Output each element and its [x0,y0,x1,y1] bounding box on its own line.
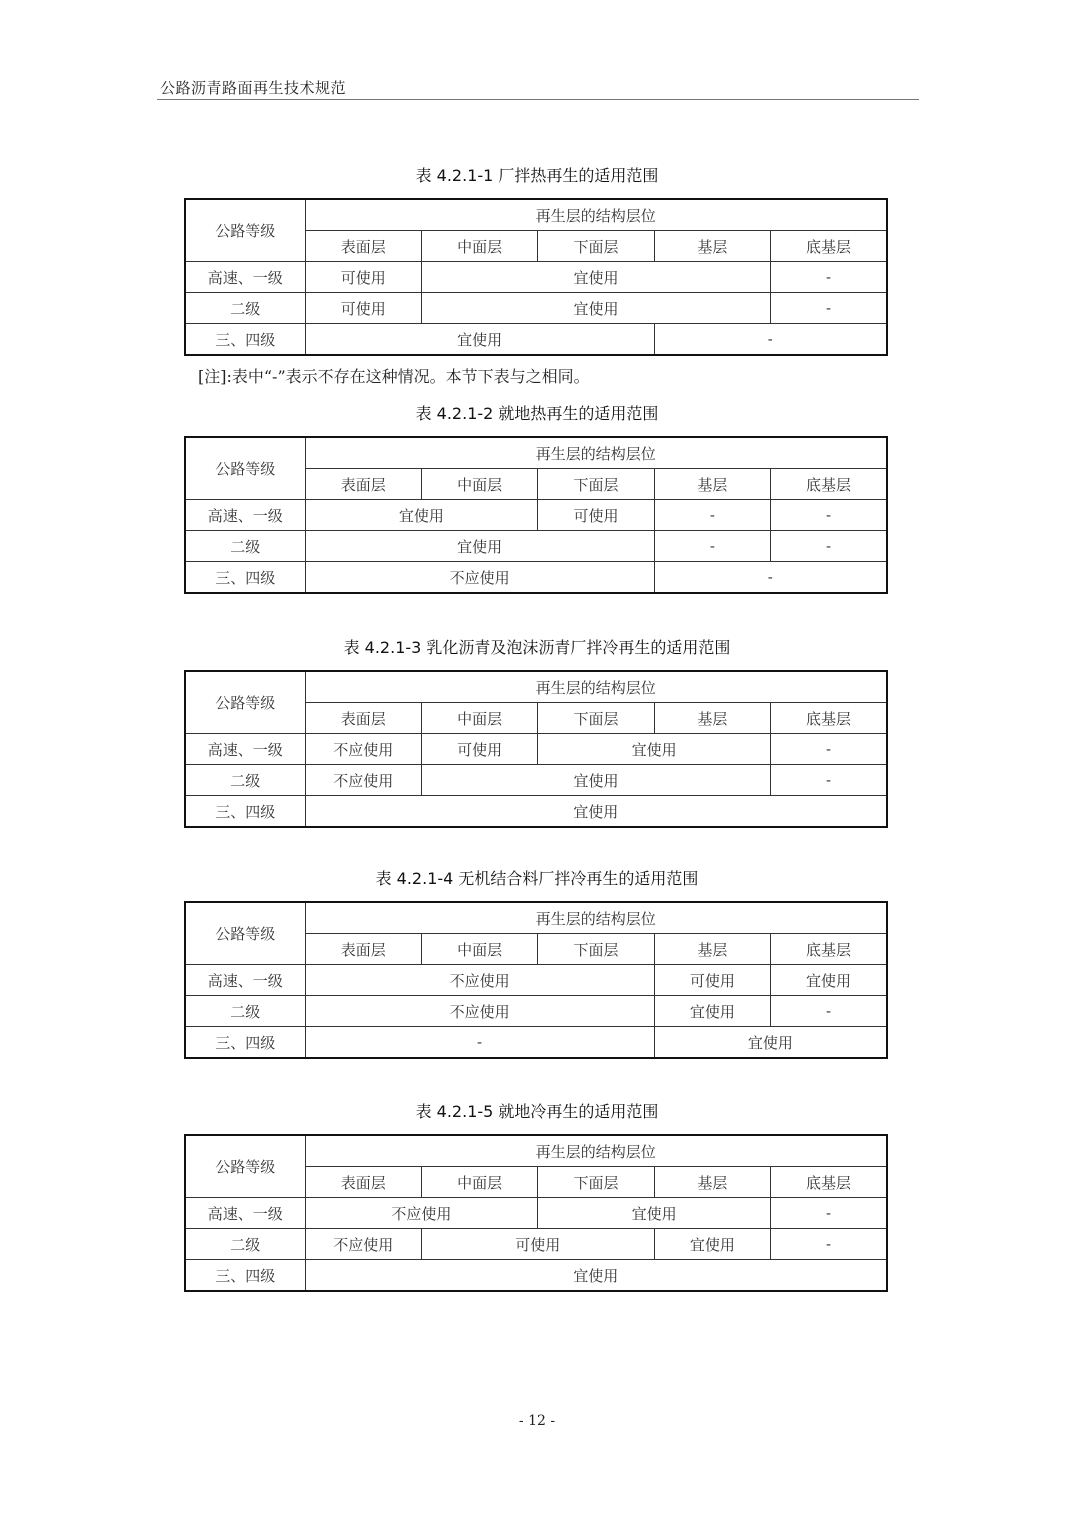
table-row [185,1198,887,1229]
usage-cell: 不应使用 [305,965,654,996]
usage-cell: - [771,996,887,1027]
table-caption-4: 表 4.2.1-4 无机结合料厂拌冷再生的适用范围 [375,869,699,888]
table-row [185,1027,887,1059]
layer-header: 下面层 [538,231,654,262]
usage-cell: - [771,765,887,796]
usage-cell: 宜使用 [421,293,770,324]
header-rule [157,99,919,100]
layer-header: 底基层 [771,703,887,734]
grade-cell: 三、四级 [185,562,305,594]
layer-header: 基层 [654,469,770,500]
grade-header: 公路等级 [185,1135,305,1198]
grade-cell: 三、四级 [185,1027,305,1059]
layer-header: 中面层 [421,934,537,965]
layer-header: 表面层 [305,469,421,500]
layer-header: 下面层 [538,934,654,965]
layer-group-header: 再生层的结构层位 [305,199,887,231]
grade-header: 公路等级 [185,437,305,500]
usage-cell: 不应使用 [305,765,421,796]
table-caption-3: 表 4.2.1-3 乳化沥青及泡沫沥青厂拌冷再生的适用范围 [343,638,731,657]
layer-header: 基层 [654,1167,770,1198]
usage-cell: - [771,293,887,324]
usage-cell: 不应使用 [305,1198,538,1229]
table-caption-5: 表 4.2.1-5 就地冷再生的适用范围 [415,1102,659,1121]
layer-header: 底基层 [771,1167,887,1198]
usage-cell: 宜使用 [654,1027,887,1059]
grade-cell: 二级 [185,765,305,796]
grade-cell: 二级 [185,293,305,324]
layer-header: 基层 [654,703,770,734]
usage-cell: 宜使用 [305,500,538,531]
grade-cell: 高速、一级 [185,965,305,996]
grade-cell: 三、四级 [185,796,305,828]
header-row-group [185,199,887,231]
usage-cell: 可使用 [654,965,770,996]
running-head-title: 公路沥青路面再生技术规范 [160,79,347,97]
usage-cell: 宜使用 [654,1229,770,1260]
usage-cell: 宜使用 [771,965,887,996]
usage-cell: 不应使用 [305,1229,421,1260]
usage-cell: - [771,531,887,562]
usage-cell: 宜使用 [305,324,654,356]
usage-cell: 宜使用 [654,996,770,1027]
usage-cell: - [654,531,770,562]
table-row [185,500,887,531]
table-3 [184,670,888,828]
table-row [185,531,887,562]
header-row-group [185,1135,887,1167]
table-row [185,965,887,996]
usage-cell: 宜使用 [305,531,654,562]
usage-cell: 可使用 [305,293,421,324]
table-row [185,324,887,356]
table-row [185,796,887,828]
layer-group-header: 再生层的结构层位 [305,437,887,469]
table-caption-2: 表 4.2.1-2 就地热再生的适用范围 [415,404,659,423]
layer-header: 下面层 [538,1167,654,1198]
usage-cell: 宜使用 [305,796,887,828]
grade-cell: 二级 [185,996,305,1027]
usage-cell: - [771,500,887,531]
grade-header: 公路等级 [185,902,305,965]
table-row [185,1260,887,1292]
layer-header: 底基层 [771,231,887,262]
layer-header: 中面层 [421,469,537,500]
table-5 [184,1134,888,1292]
grade-cell: 高速、一级 [185,262,305,293]
usage-cell: 不应使用 [305,562,654,594]
usage-cell: - [654,562,887,594]
table-note: [注]:表中“-”表示不存在这种情况。本节下表与之相同。 [198,367,590,386]
layer-header: 基层 [654,231,770,262]
layer-header: 表面层 [305,231,421,262]
header-row-group [185,671,887,703]
table-row [185,734,887,765]
usage-cell: 可使用 [305,262,421,293]
table-row [185,765,887,796]
layer-header: 表面层 [305,934,421,965]
header-row-group [185,902,887,934]
usage-cell: 宜使用 [421,765,770,796]
usage-cell: 宜使用 [305,1260,887,1292]
layer-header: 底基层 [771,934,887,965]
layer-header: 中面层 [421,1167,537,1198]
usage-cell: - [771,1229,887,1260]
header-row-group [185,437,887,469]
grade-cell: 二级 [185,1229,305,1260]
grade-cell: 三、四级 [185,1260,305,1292]
layer-group-header: 再生层的结构层位 [305,671,887,703]
usage-cell: 可使用 [421,734,537,765]
layer-header: 下面层 [538,469,654,500]
usage-cell: 可使用 [538,500,654,531]
usage-cell: - [771,262,887,293]
layer-group-header: 再生层的结构层位 [305,902,887,934]
usage-cell: - [771,734,887,765]
table-row [185,562,887,594]
page-number: - 12 - [518,1413,556,1429]
grade-cell: 三、四级 [185,324,305,356]
layer-header: 表面层 [305,1167,421,1198]
usage-cell: - [654,500,770,531]
table-row [185,293,887,324]
layer-header: 下面层 [538,703,654,734]
usage-cell: 宜使用 [421,262,770,293]
usage-cell: - [771,1198,887,1229]
table-4 [184,901,888,1059]
grade-cell: 二级 [185,531,305,562]
table-2 [184,436,888,594]
grade-header: 公路等级 [185,671,305,734]
layer-header: 中面层 [421,703,537,734]
table-row [185,262,887,293]
layer-header: 底基层 [771,469,887,500]
layer-header: 基层 [654,934,770,965]
usage-cell: - [654,324,887,356]
layer-group-header: 再生层的结构层位 [305,1135,887,1167]
usage-cell: 宜使用 [538,1198,771,1229]
table-row [185,996,887,1027]
usage-cell: 不应使用 [305,734,421,765]
table-1 [184,198,888,356]
grade-cell: 高速、一级 [185,1198,305,1229]
usage-cell: 不应使用 [305,996,654,1027]
grade-cell: 高速、一级 [185,500,305,531]
grade-header: 公路等级 [185,199,305,262]
usage-cell: - [305,1027,654,1059]
grade-cell: 高速、一级 [185,734,305,765]
usage-cell: 可使用 [421,1229,654,1260]
table-row [185,1229,887,1260]
layer-header: 中面层 [421,231,537,262]
usage-cell: 宜使用 [538,734,771,765]
table-caption-1: 表 4.2.1-1 厂拌热再生的适用范围 [415,166,659,185]
layer-header: 表面层 [305,703,421,734]
